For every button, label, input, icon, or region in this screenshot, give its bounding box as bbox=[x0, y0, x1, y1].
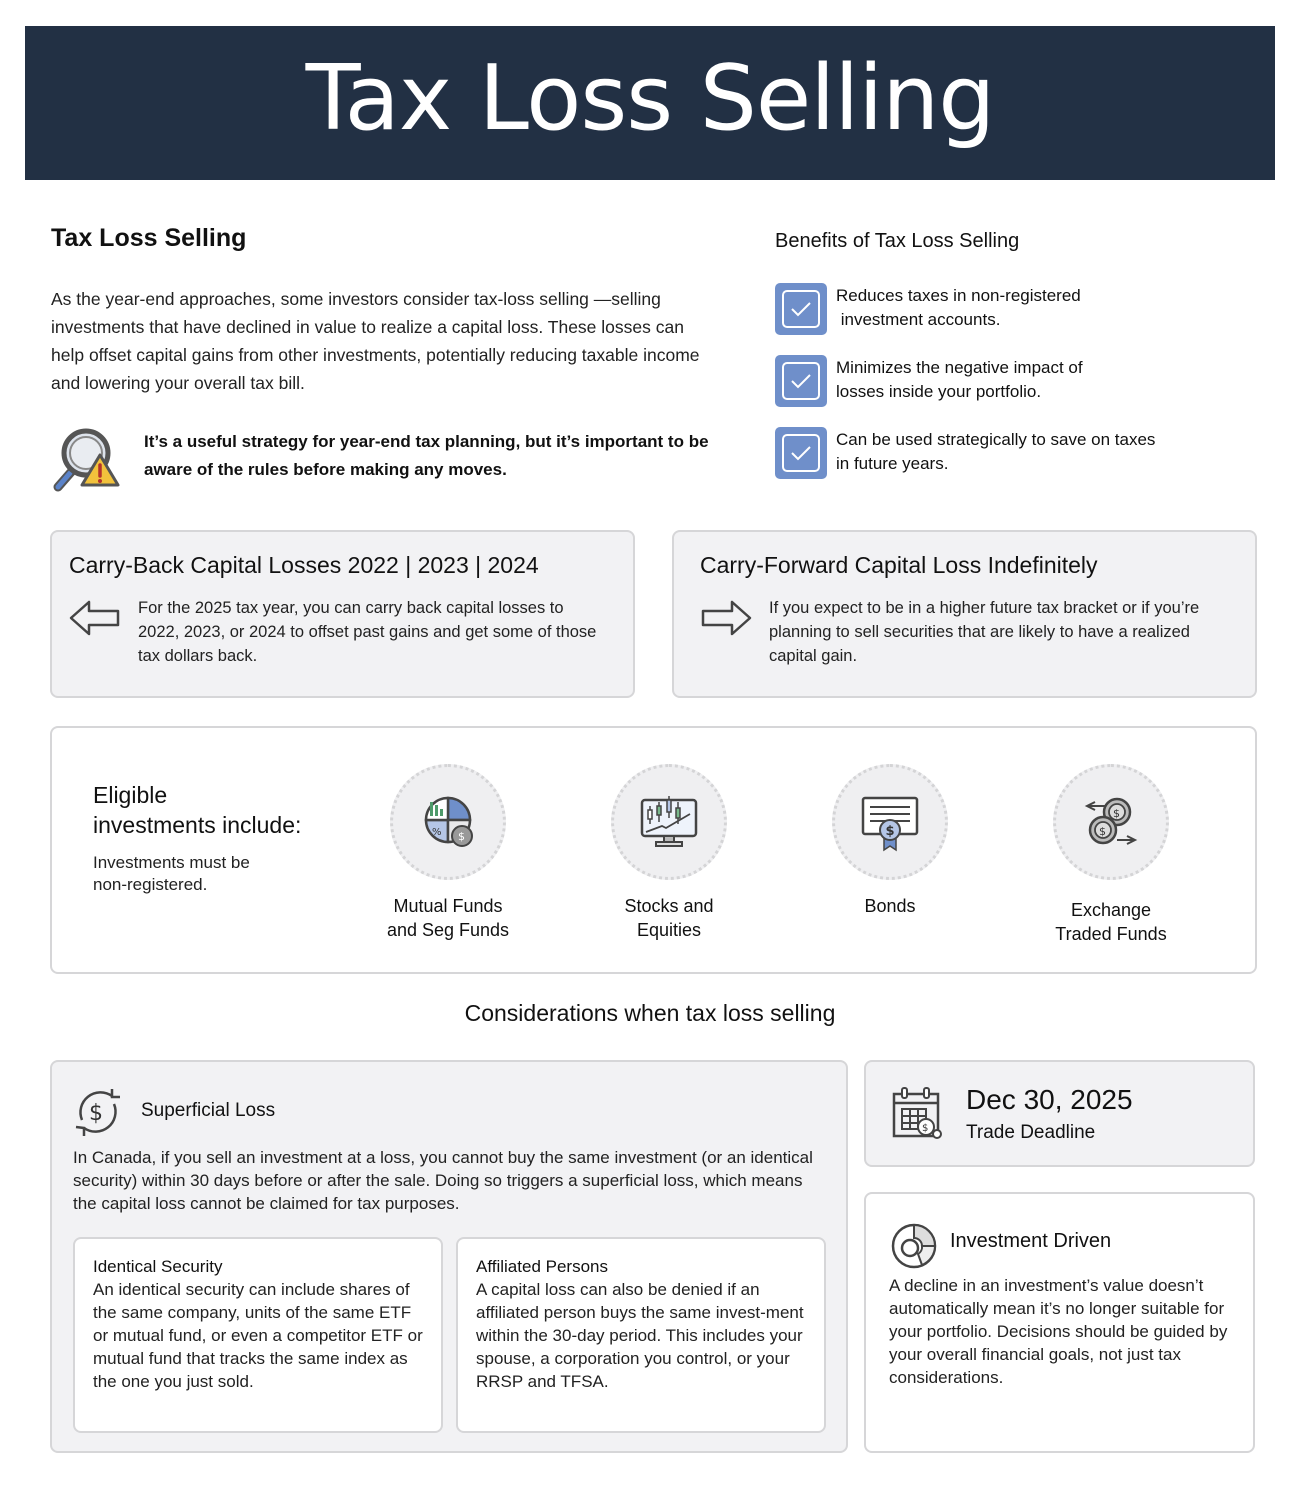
svg-text:$: $ bbox=[885, 824, 895, 839]
carry-forward-text: If you expect to be in a higher future tax bracket or if you’re planning to sell securities that are likely to have a realized capital gain. bbox=[769, 599, 1200, 665]
investment-label-line1: Mutual Funds bbox=[393, 896, 503, 916]
investment-label bbox=[1055, 898, 1166, 946]
benefit-text-line2: in future years. bbox=[836, 454, 949, 473]
eligible-subtitle-line1: Investments must be bbox=[93, 853, 250, 872]
investment-stocks bbox=[584, 764, 754, 942]
investment-label-line2: and Seg Funds bbox=[386, 920, 510, 940]
eligible-title bbox=[93, 780, 301, 840]
superficial-loss-text: In Canada, if you sell an investment at a loss, you cannot buy the same investment (or an identical security) within 30 days before or after the sale. Doing so triggers a superficial loss, which means the capital loss cannot be claimed for tax purposes. bbox=[73, 1148, 813, 1213]
checkbox-icon bbox=[775, 283, 827, 335]
investment-driven-title: Investment Driven bbox=[950, 1230, 1112, 1252]
investment-mutual-funds bbox=[363, 764, 533, 942]
donut-chart-icon bbox=[890, 1222, 938, 1275]
eligible-subtitle-line2: non-registered. bbox=[93, 875, 208, 894]
considerations-title: Considerations when tax loss selling bbox=[464, 1000, 836, 1026]
benefits-title: Benefits of Tax Loss Selling bbox=[775, 230, 1020, 252]
warning-note: It’s a useful strategy for year-end tax planning, but it’s important to be aware of the rules before making any moves. bbox=[144, 432, 709, 479]
svg-text:$: $ bbox=[922, 1123, 929, 1134]
pie-chart-icon bbox=[390, 764, 506, 880]
superficial-loss-title: Superficial Loss bbox=[141, 1100, 276, 1121]
investment-label-line1: Bonds bbox=[864, 896, 916, 916]
eligible-title-line2: investments include: bbox=[93, 812, 302, 838]
carry-forward-card bbox=[672, 530, 1257, 698]
calendar-dollar-icon bbox=[892, 1086, 944, 1147]
page-title: Tax Loss Selling bbox=[305, 46, 995, 151]
deadline-date: Dec 30, 2025 bbox=[966, 1084, 1133, 1115]
carry-back-title: Carry-Back Capital Losses 2022 | 2023 | 2024 bbox=[69, 552, 539, 578]
carry-forward-title: Carry-Forward Capital Loss Indefinitely bbox=[700, 552, 1098, 578]
checkbox-icon bbox=[775, 355, 827, 407]
identical-security-card bbox=[73, 1237, 443, 1433]
investment-label-line1: Exchange bbox=[1070, 900, 1152, 920]
investment-label bbox=[387, 894, 509, 942]
eligible-subtitle bbox=[93, 852, 250, 896]
identical-security-title: Identical Security bbox=[93, 1257, 223, 1276]
dollar-cycle-icon bbox=[72, 1086, 124, 1143]
trade-deadline-card bbox=[864, 1060, 1255, 1167]
deadline-label: Trade Deadline bbox=[966, 1122, 1096, 1143]
benefit-item bbox=[775, 355, 1083, 407]
investment-driven-card bbox=[864, 1192, 1255, 1453]
investment-label bbox=[864, 894, 915, 918]
arrow-right-icon bbox=[700, 600, 752, 636]
certificate-icon bbox=[832, 764, 948, 880]
affiliated-persons-title: Affiliated Persons bbox=[476, 1257, 608, 1276]
coins-exchange-icon bbox=[1053, 764, 1169, 880]
investment-bonds bbox=[805, 764, 975, 918]
candlestick-monitor-icon bbox=[611, 764, 727, 880]
benefit-text-line1: Minimizes the negative impact of bbox=[836, 358, 1083, 377]
investment-etfs bbox=[1026, 764, 1196, 946]
intro-paragraph: As the year-end approaches, some investors consider tax-loss selling —selling investments that have declined in value to realize a capital loss. These losses can help offset capital gains from other investments, potentially reducing taxable income and lowering your overall tax bill. bbox=[51, 289, 700, 393]
benefit-item bbox=[775, 283, 1081, 335]
title-banner bbox=[25, 26, 1275, 180]
benefit-text-line1: Reduces taxes in non-registered bbox=[836, 286, 1081, 305]
svg-text:$: $ bbox=[89, 1101, 103, 1126]
intro-title: Tax Loss Selling bbox=[51, 224, 247, 252]
affiliated-persons-card bbox=[456, 1237, 826, 1433]
checkbox-icon bbox=[775, 427, 827, 479]
eligible-title-line1: Eligible bbox=[93, 782, 168, 808]
investment-label-line2: Traded Funds bbox=[1055, 924, 1167, 944]
affiliated-persons-text: A capital loss can also be denied if an affiliated person buys the same invest-ment within the 30-day period. This includes your spouse, a corporation you control, or your RRSP and TFSA. bbox=[476, 1280, 804, 1391]
arrow-left-icon bbox=[69, 600, 121, 636]
investment-driven-text: A decline in an investment’s value doesn’t automatically mean it’s no longer suitable for your portfolio. Decisions should be guided by your overall financial goals, not just tax considerations. bbox=[889, 1276, 1228, 1387]
svg-text:$: $ bbox=[1113, 807, 1120, 820]
benefit-item bbox=[775, 427, 1155, 479]
investment-label-line1: Stocks and bbox=[624, 896, 714, 916]
magnifier-warning-icon bbox=[48, 425, 120, 493]
svg-text:$: $ bbox=[458, 830, 465, 843]
identical-security-text: An identical security can include shares of the same company, units of the same ETF or mutual fund, or even a competitor ETF or mutual fund that tracks the same index as the one you just sold. bbox=[93, 1280, 423, 1391]
superficial-loss-card bbox=[50, 1060, 848, 1453]
benefit-text-line2: losses inside your portfolio. bbox=[836, 382, 1042, 401]
benefit-text-line2: investment accounts. bbox=[836, 310, 1001, 329]
investment-label bbox=[624, 894, 713, 942]
investment-label-line2: Equities bbox=[636, 920, 702, 940]
benefit-text-line1: Can be used strategically to save on taxes bbox=[836, 430, 1156, 449]
svg-text:%: % bbox=[432, 827, 442, 838]
svg-text:$: $ bbox=[1099, 825, 1106, 838]
carry-back-text: For the 2025 tax year, you can carry back capital losses to 2022, 2023, or 2024 to offset past gains and get some of those tax dollars back. bbox=[138, 599, 597, 665]
eligible-investments-card bbox=[50, 726, 1257, 974]
carry-back-card bbox=[50, 530, 635, 698]
